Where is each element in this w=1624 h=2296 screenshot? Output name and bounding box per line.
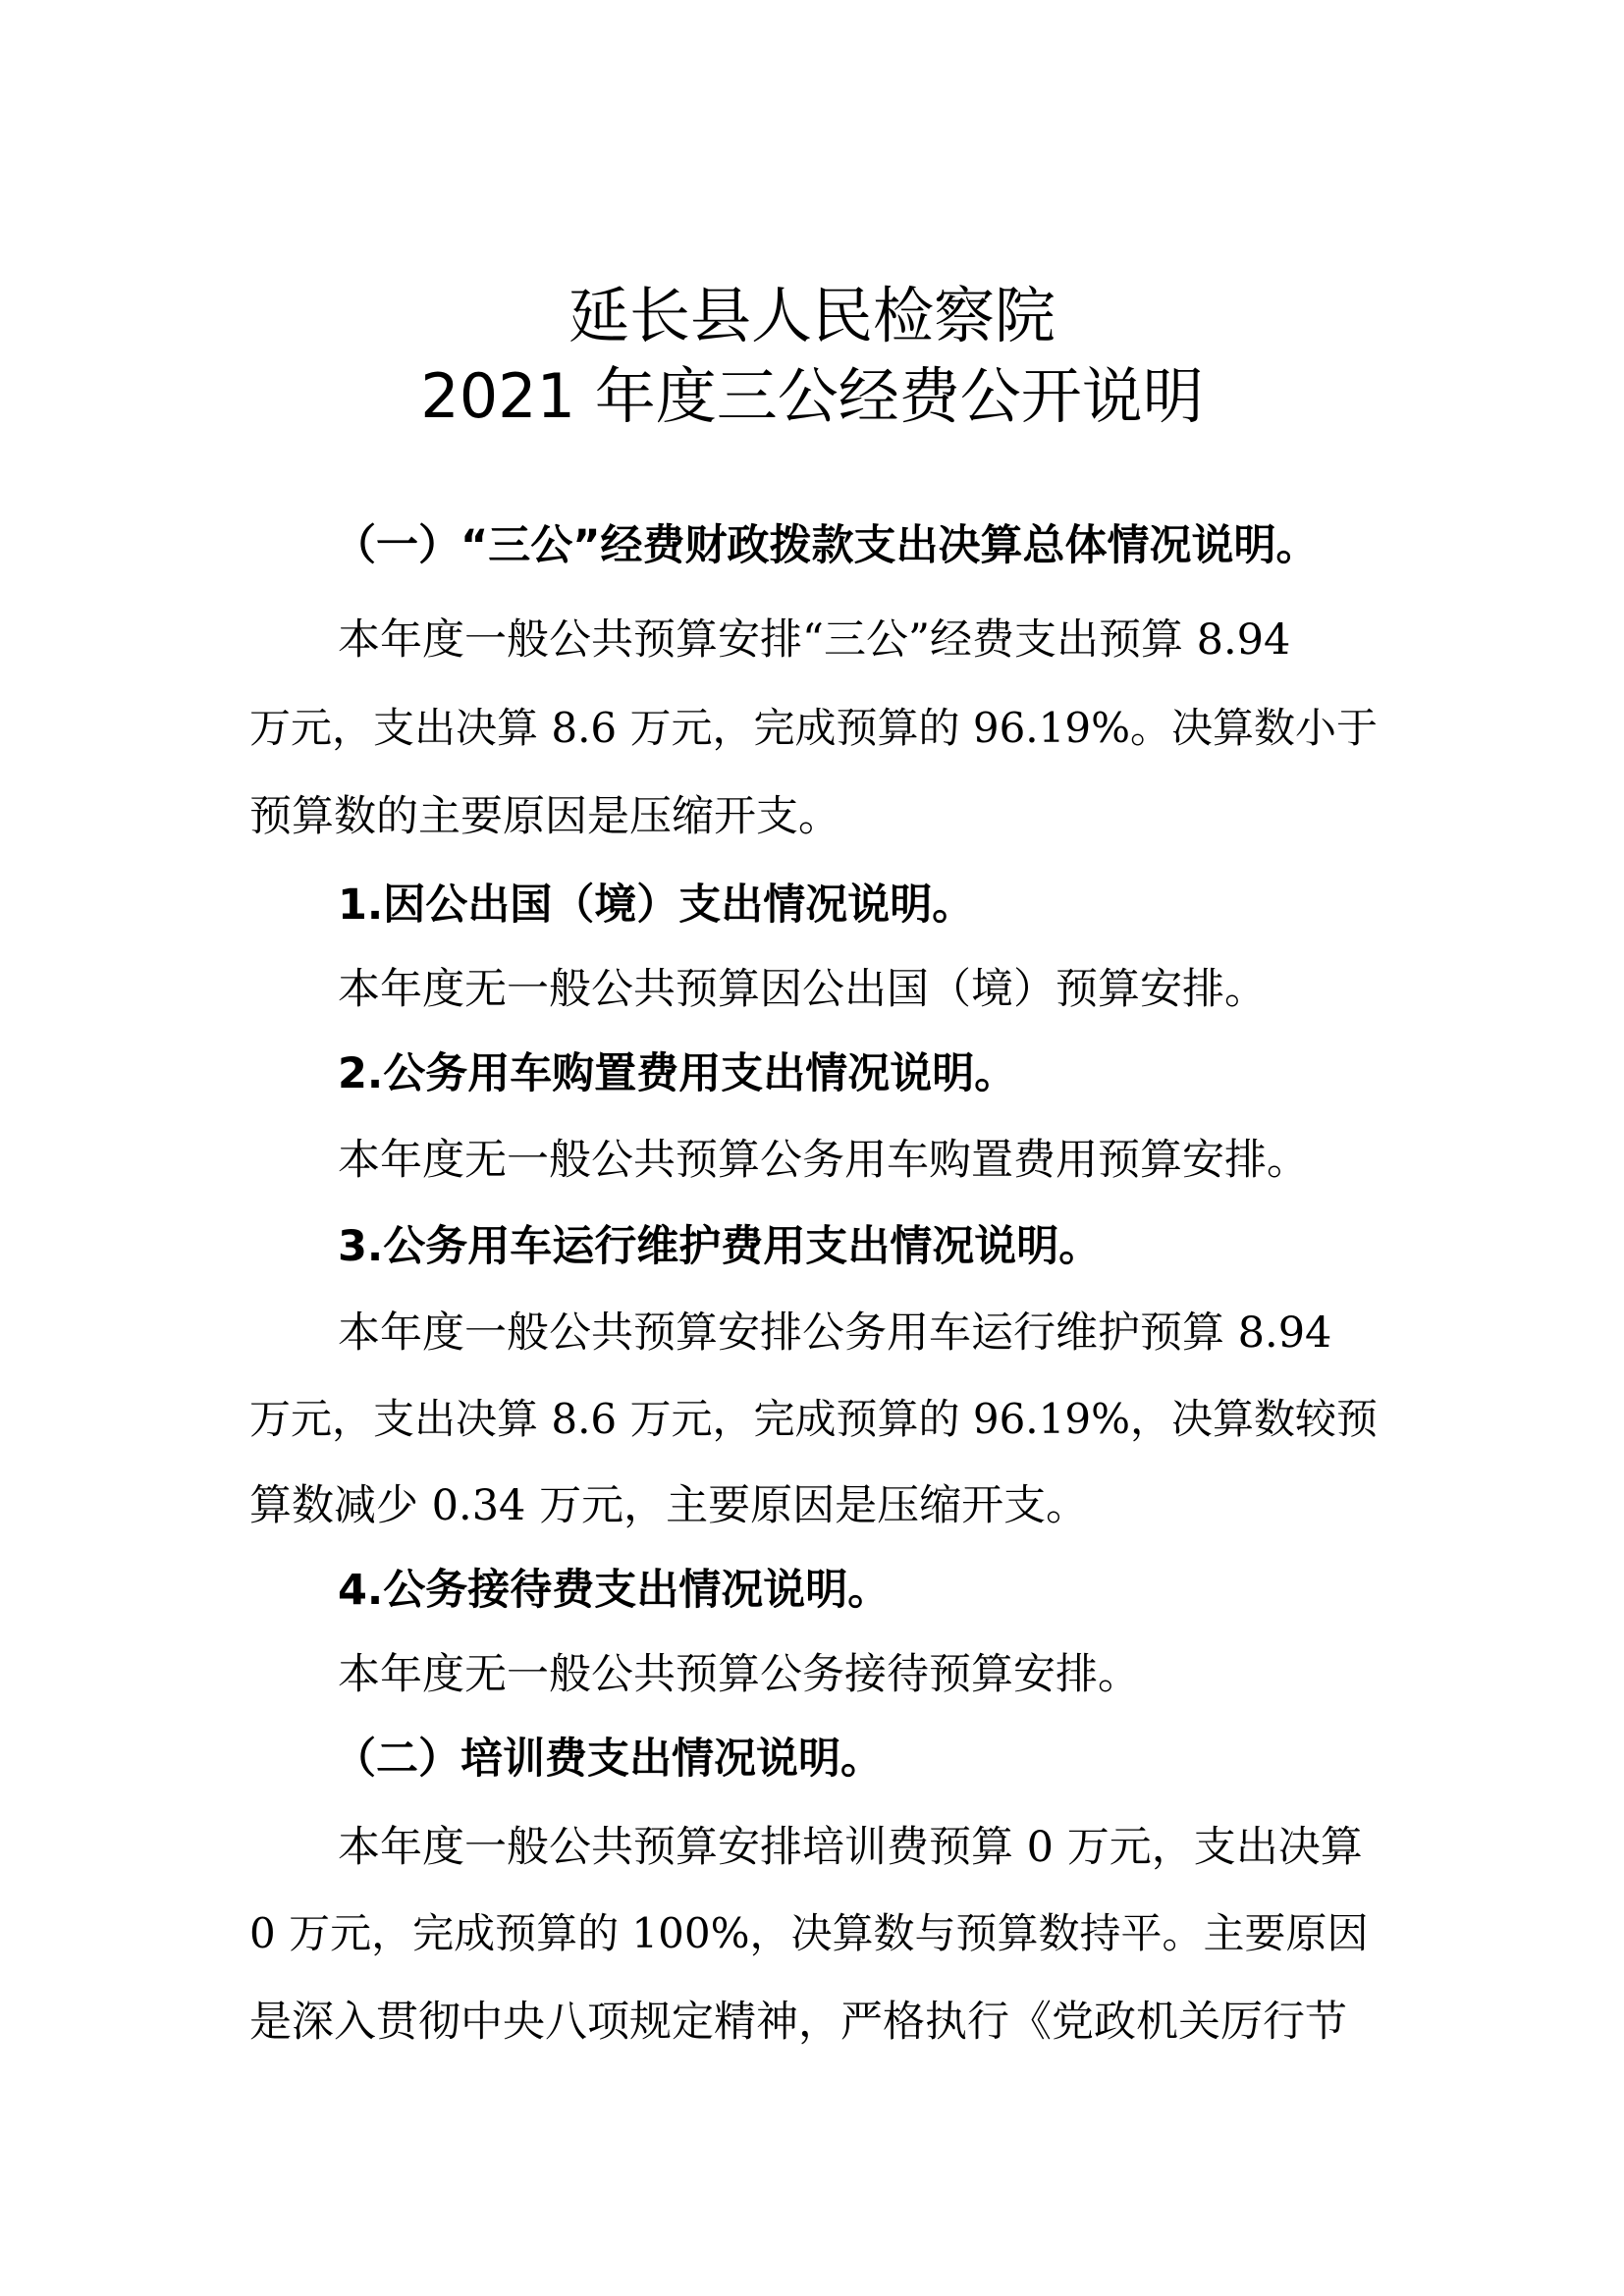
item3-paragraph-line2: 万元，支出决算 8.6 万元，完成预算的 96.19%，决算数较预 — [249, 1395, 1378, 1443]
section2-heading: （二）培训费支出情况说明。 — [334, 1735, 883, 1784]
item4-heading: 4.公务接待费支出情况说明。 — [338, 1566, 891, 1615]
section1-paragraph-line2: 万元，支出决算 8.6 万元，完成预算的 96.19%。决算数小于 — [249, 704, 1378, 752]
section2-paragraph-line1: 本年度一般公共预算安排培训费预算 0 万元，支出决算 — [338, 1823, 1363, 1872]
section2-paragraph-line3: 是深入贯彻中央八项规定精神，严格执行《党政机关厉行节 — [249, 1998, 1347, 2047]
item1-heading: 1.因公出国（境）支出情况说明。 — [338, 881, 975, 930]
document-title-line2: 2021 年度三公经费公开说明 — [420, 360, 1204, 432]
section1-paragraph-line1: 本年度一般公共预算安排“三公”经费支出预算 8.94 — [338, 615, 1291, 665]
item1-text: 本年度无一般公共预算因公出国（境）预算安排。 — [338, 965, 1267, 1014]
item3-paragraph-line1: 本年度一般公共预算安排公务用车运行维护预算 8.94 — [338, 1308, 1332, 1358]
item2-heading: 2.公务用车购置费用支出情况说明。 — [338, 1049, 1017, 1098]
document-title-line1: 延长县人民检察院 — [568, 280, 1056, 351]
section2-paragraph-line2: 0 万元，完成预算的 100%，决算数与预算数持平。主要原因 — [249, 1909, 1369, 1957]
item4-text: 本年度无一般公共预算公务接待预算安排。 — [338, 1650, 1140, 1699]
section1-heading: （一）“三公”经费财政拨款支出决算总体情况说明。 — [334, 521, 1319, 570]
section1-paragraph-line3: 预算数的主要原因是压缩开支。 — [249, 792, 840, 841]
item3-paragraph-line3: 算数减少 0.34 万元，主要原因是压缩开支。 — [249, 1481, 1089, 1530]
item3-heading: 3.公务用车运行维护费用支出情况说明。 — [338, 1222, 1102, 1271]
item2-text: 本年度无一般公共预算公务用车购置费用预算安排。 — [338, 1136, 1309, 1185]
